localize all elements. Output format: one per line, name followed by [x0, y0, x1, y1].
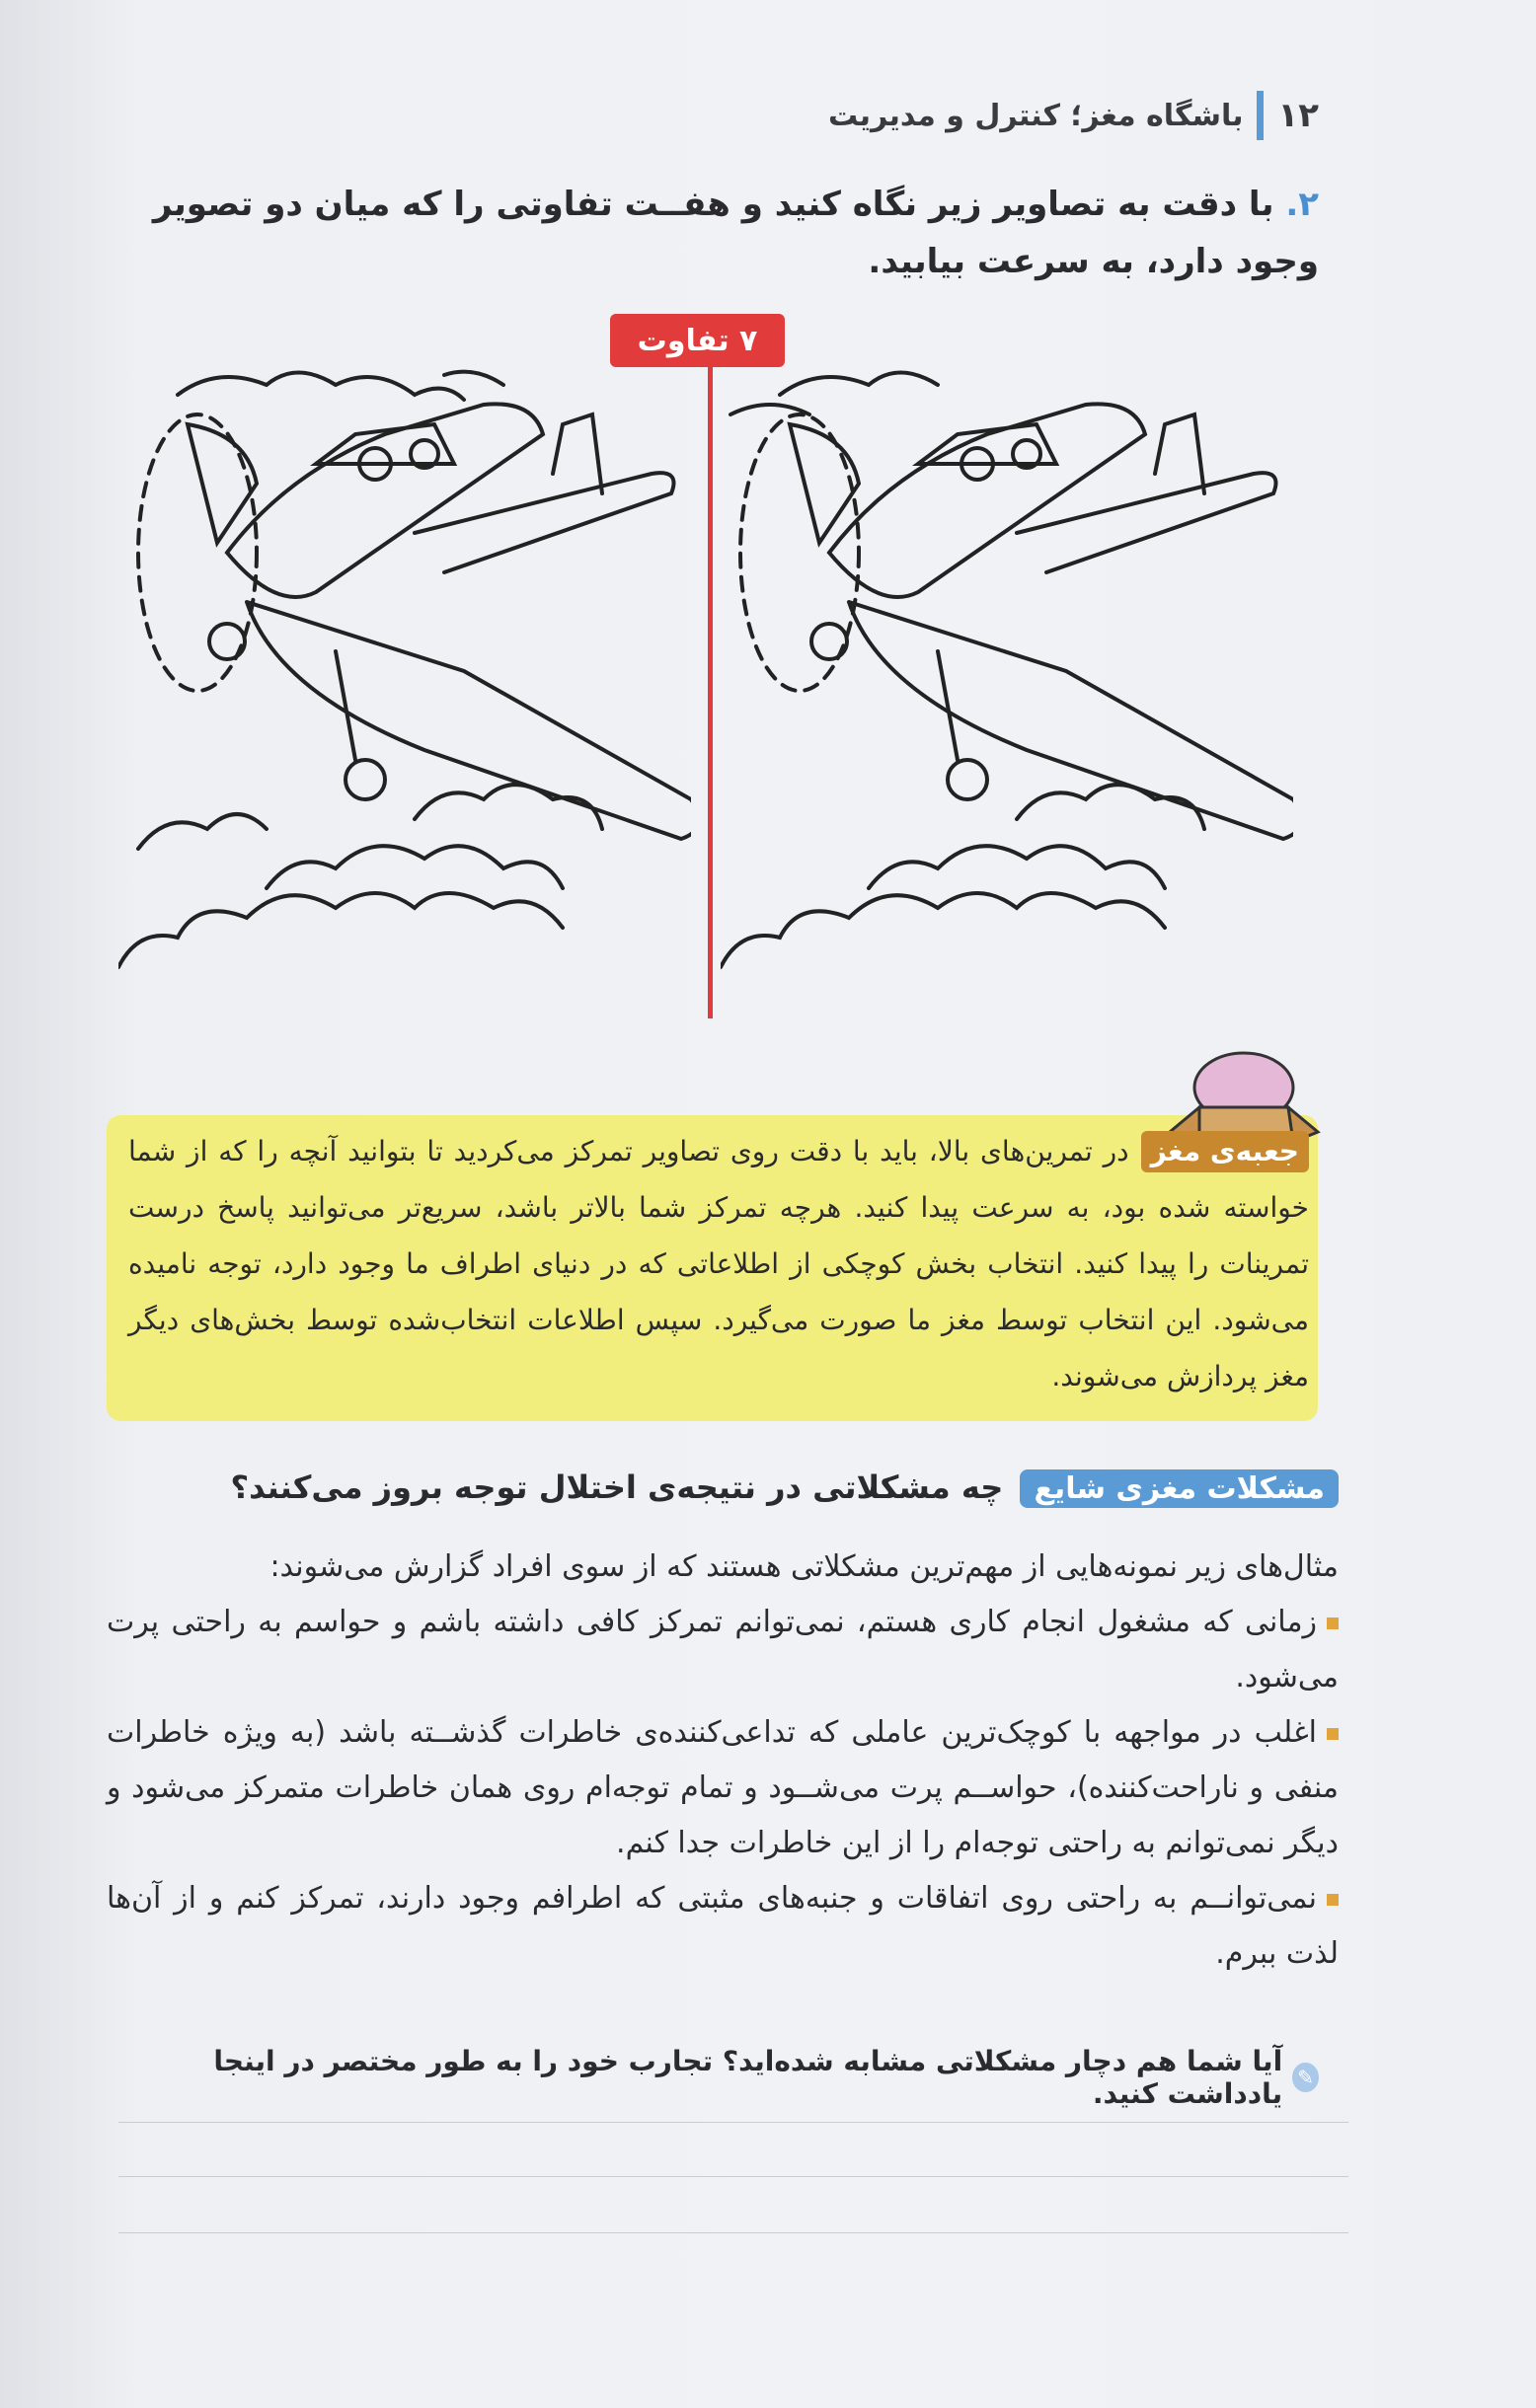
bullet-item: اغلب در مواجهه با کوچک‌ترین عاملی که تداعی‌کننده‌ی خاطرات گذشــته باشد (به ویژه خاطرات منفی و ناراحت‌کننده)، حواســم پرت می‌شــود و تمام توجه‌ام روی همان خاطرات متمرکز می‌شود و دیگر نمی‌توانم به راحتی توجه‌ام را از این خاطرات جدا کنم.	[107, 1715, 1339, 1860]
exercise-instruction	[79, 176, 1319, 290]
section-header	[99, 1468, 1339, 1508]
page-number: ۱۲	[1277, 96, 1319, 135]
writing-line[interactable]	[118, 2176, 1348, 2177]
bullet-item: زمانی که مشغول انجام کاری هستم، نمی‌توانم تمرکز کافی داشته باشم و حواسم به راحتی پرت می‌شود.	[107, 1605, 1339, 1694]
bullet-icon	[1327, 1618, 1339, 1629]
reflection-question	[148, 2045, 1319, 2110]
writing-line[interactable]	[118, 2232, 1348, 2233]
airplane-image-right	[721, 355, 1293, 987]
brain-box-label: جعبه‌ی مغز	[1141, 1131, 1309, 1172]
differences-badge: ۷ تفاوت	[610, 314, 785, 367]
reflection-question-text: آیا شما هم دچار مشکلاتی مشابه شده‌اید؟ تجارب خود را به طور مختصر در اینجا یادداشت کنید.	[213, 2045, 1283, 2110]
section-intro: مثال‌های زیر نمونه‌هایی از مهم‌ترین مشکلاتی هستند که از سوی افراد گزارش می‌شوند:	[269, 1549, 1339, 1584]
bullet-icon	[1327, 1728, 1339, 1740]
header-divider	[1257, 91, 1264, 140]
pencil-icon: ✎	[1292, 2063, 1319, 2092]
section-heading: چه مشکلاتی در نتیجه‌ی اختلال توجه بروز می‌کنند؟	[230, 1468, 1004, 1506]
image-divider	[708, 367, 713, 1018]
exercise-text: با دقت به تصاویر زیر نگاه کنید و هفــت تفاوتی را که میان دو تصویر وجود دارد، به سرعت بیابید.	[152, 185, 1319, 281]
exercise-number: ۲.	[1285, 185, 1319, 224]
bullet-item: نمی‌توانــم به راحتی روی اتفاقات و جنبه‌های مثبتی که اطرافم وجود دارند، تمرکز کنم و از آن‌ها لذت ببرم.	[107, 1881, 1339, 1971]
bullet-icon	[1327, 1894, 1339, 1906]
running-header	[828, 91, 1319, 140]
writing-line[interactable]	[118, 2122, 1348, 2123]
chapter-title: باشگاه مغز؛ کنترل و مدیریت	[827, 98, 1244, 133]
section-body	[107, 1540, 1339, 1982]
section-tag: مشکلات مغزی شایع	[1020, 1469, 1339, 1508]
airplane-image-left	[118, 355, 691, 987]
brain-box-body: در تمرین‌های بالا، باید با دقت روی تصاویر تمرکز می‌کردید تا بتوانید آنچه را که از شما خواسته شده بود، به سرعت پیدا کنید. هرچه تمرکز شما بالاتر باشد، سریع‌تر می‌توانید پاسخ درست تمرینات را پیدا کنید. انتخاب بخش کوچکی از اطلاعاتی که در دنیای اطراف ما وجود دارد، توجه نامیده می‌شود. این انتخاب توسط مغز ما صورت می‌گیرد. سپس اطلاعات انتخاب‌شده توسط بخش‌های دیگر مغز پردازش می‌شوند.	[128, 1135, 1309, 1392]
brain-box-text	[128, 1123, 1309, 1404]
